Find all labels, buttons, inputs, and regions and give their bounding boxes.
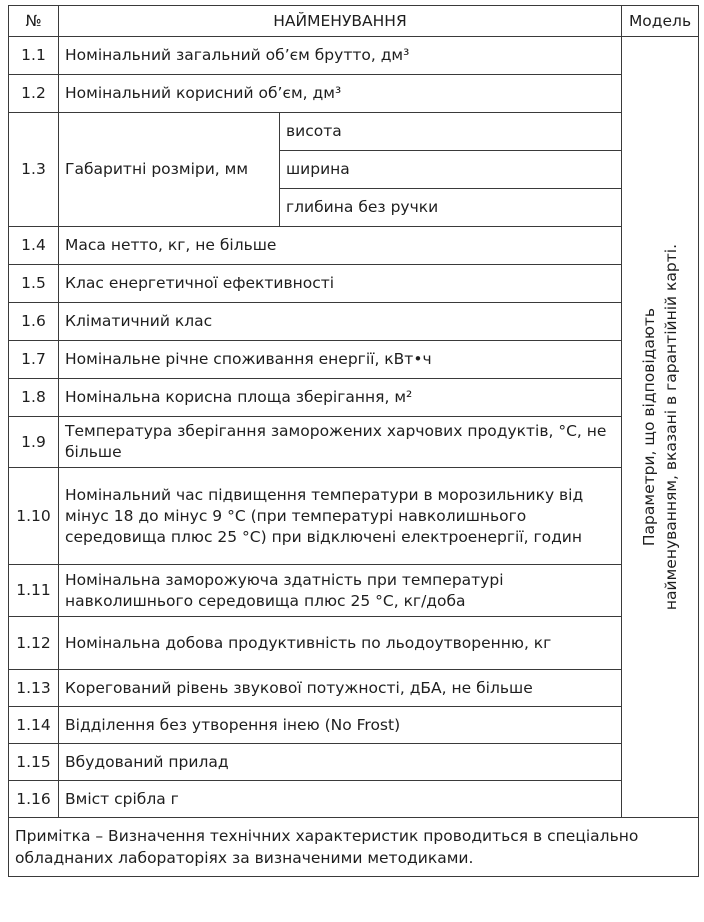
table-row bbox=[9, 707, 699, 744]
dimension-depth: глибина без ручки bbox=[280, 189, 622, 227]
row-name: Габаритні розміри, мм bbox=[59, 113, 280, 227]
row-number: 1.15 bbox=[9, 744, 59, 781]
table-row bbox=[9, 617, 699, 670]
row-name: Номінальний час підвищення температури в морозильнику від мінус 18 до мінус 9 °С (при температурі навколишнього середовища плюс 25 °С) при відключені електроенергії, годин bbox=[59, 468, 622, 565]
model-note-line-1: Параметри, що відповідають bbox=[640, 307, 659, 547]
row-name: Номінальний загальний об’єм брутто, дм³ bbox=[59, 37, 622, 75]
row-number: 1.13 bbox=[9, 670, 59, 707]
table-row bbox=[9, 75, 699, 113]
row-number: 1.6 bbox=[9, 303, 59, 341]
row-number: 1.5 bbox=[9, 265, 59, 303]
row-number: 1.8 bbox=[9, 379, 59, 417]
model-note bbox=[638, 244, 682, 610]
header-row bbox=[9, 6, 699, 37]
row-name: Номінальна заморожуюча здатність при температурі навколишнього середовища плюс 25 °С, кг/доба bbox=[59, 565, 622, 617]
table-row bbox=[9, 417, 699, 468]
row-name: Маса нетто, кг, не більше bbox=[59, 227, 622, 265]
footnote-row bbox=[9, 818, 699, 877]
row-number: 1.10 bbox=[9, 468, 59, 565]
row-name: Вміст срібла г bbox=[59, 781, 622, 818]
specs-table bbox=[8, 5, 699, 877]
row-name: Номінальна корисна площа зберігання, м² bbox=[59, 379, 622, 417]
table-row bbox=[9, 227, 699, 265]
row-name: Температура зберігання заморожених харчових продуктів, °С, не більше bbox=[59, 417, 622, 468]
row-number: 1.12 bbox=[9, 617, 59, 670]
model-note-cell bbox=[622, 37, 699, 818]
footnote: Примітка – Визначення технічних характеристик проводиться в спеціально обладнаних лабораторіях за визначеними методиками. bbox=[9, 818, 699, 877]
table-row bbox=[9, 37, 699, 75]
row-number: 1.1 bbox=[9, 37, 59, 75]
table-row bbox=[9, 744, 699, 781]
row-name: Номінальна добова продуктивність по льодоутворенню, кг bbox=[59, 617, 622, 670]
row-number: 1.16 bbox=[9, 781, 59, 818]
row-number: 1.2 bbox=[9, 75, 59, 113]
model-note-line-2: найменуванням, вказані в гарантійній карті. bbox=[662, 243, 681, 611]
table-row bbox=[9, 670, 699, 707]
row-number: 1.14 bbox=[9, 707, 59, 744]
row-number: 1.11 bbox=[9, 565, 59, 617]
row-name: Корегований рівень звукової потужності, дБА, не більше bbox=[59, 670, 622, 707]
header-model: Модель bbox=[622, 6, 699, 37]
row-number: 1.4 bbox=[9, 227, 59, 265]
dimension-width: ширина bbox=[280, 151, 622, 189]
row-name: Вбудований прилад bbox=[59, 744, 622, 781]
table-row bbox=[9, 341, 699, 379]
row-number: 1.3 bbox=[9, 113, 59, 227]
table-row bbox=[9, 565, 699, 617]
row-name: Клас енергетичної ефективності bbox=[59, 265, 622, 303]
header-name: НАЙМЕНУВАННЯ bbox=[59, 6, 622, 37]
table-row bbox=[9, 379, 699, 417]
dimension-height: висота bbox=[280, 113, 622, 151]
table-row bbox=[9, 265, 699, 303]
row-name: Кліматичний клас bbox=[59, 303, 622, 341]
table-row bbox=[9, 468, 699, 565]
table-row bbox=[9, 113, 699, 151]
row-number: 1.7 bbox=[9, 341, 59, 379]
table-row bbox=[9, 781, 699, 818]
header-num: № bbox=[9, 6, 59, 37]
row-number: 1.9 bbox=[9, 417, 59, 468]
table-row bbox=[9, 303, 699, 341]
row-name: Номінальний корисний об’єм, дм³ bbox=[59, 75, 622, 113]
row-name: Номінальне річне споживання енергії, кВт•ч bbox=[59, 341, 622, 379]
row-name: Відділення без утворення інею (No Frost) bbox=[59, 707, 622, 744]
